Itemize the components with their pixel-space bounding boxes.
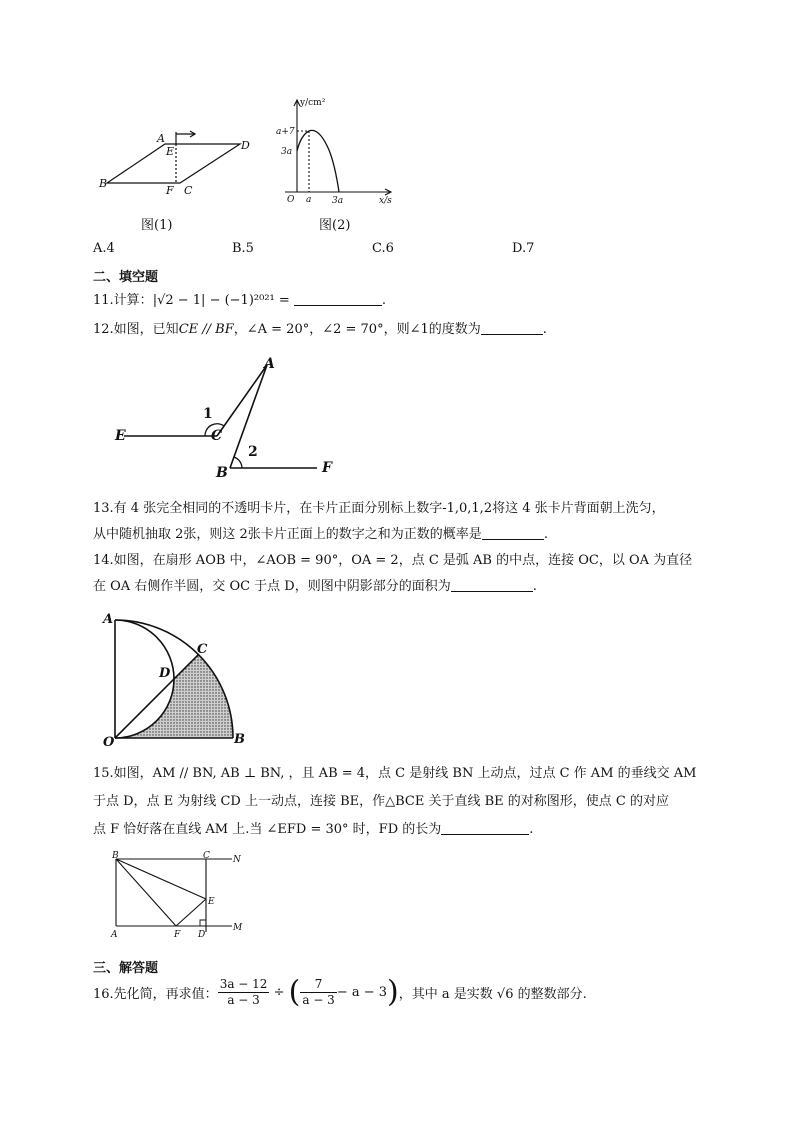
x-tick-a: a xyxy=(306,195,312,205)
section-3-heading: 三、解答题 xyxy=(93,961,159,976)
segment-ca xyxy=(217,365,267,436)
option-d[interactable]: D.7 xyxy=(512,241,535,256)
q11-expression: |√2 − 1| − (−1)²⁰²¹ = xyxy=(152,293,290,308)
segment-fe xyxy=(176,899,206,926)
q14-answer-blank[interactable] xyxy=(451,579,533,592)
figure-1-caption: 图(1) xyxy=(141,218,173,233)
y-axis-label: y/cm² xyxy=(300,98,326,108)
label-angle-1: 1 xyxy=(203,406,213,422)
label-f: F xyxy=(322,460,332,476)
y-tick-a7: a+7 xyxy=(276,127,295,137)
q15-answer-blank[interactable] xyxy=(441,822,529,835)
label-a: A xyxy=(111,930,118,940)
question-13-line-1: 13.有 4 张完全相同的不透明卡片，在卡片正面分别标上数字-1,0,1,2将这 4 张卡片背面朝上洗匀， xyxy=(93,501,665,516)
label-f: F xyxy=(174,930,181,940)
option-c[interactable]: C.6 xyxy=(372,241,394,256)
figure-1-parallelogram xyxy=(95,125,265,200)
label-d: D xyxy=(159,666,171,681)
question-14-line-1: 14.如图，在扇形 AOB 中，∠AOB = 90°，OA = 2，点 C 是弧 AB 的中点，连接 OC，以 OA 为直径 xyxy=(93,553,693,568)
label-b: B xyxy=(216,465,228,480)
figure-2-graph xyxy=(275,95,400,207)
q15-figure xyxy=(107,850,247,942)
label-e: E xyxy=(166,145,175,158)
q12-answer-blank[interactable] xyxy=(481,322,543,335)
label-c: C xyxy=(203,851,210,861)
q12-figure xyxy=(112,355,342,480)
q13-answer-blank[interactable] xyxy=(482,527,544,540)
label-e: E xyxy=(115,428,126,444)
x-axis-label: x/s xyxy=(379,196,392,206)
label-d: D xyxy=(241,139,250,152)
section-2-heading: 二、填空题 xyxy=(93,270,159,285)
x-tick-o: O xyxy=(287,195,295,205)
label-a: A xyxy=(157,132,165,145)
label-n: N xyxy=(233,855,241,865)
y-tick-3a: 3a xyxy=(281,147,293,157)
label-a: A xyxy=(103,612,114,627)
label-f: F xyxy=(166,184,174,197)
figure-2-caption: 图(2) xyxy=(319,218,351,233)
label-b: B xyxy=(99,177,108,190)
q14-figure xyxy=(98,608,248,748)
question-15-line-1: 15.如图，AM // BN, AB ⊥ BN, ，且 AB = 4，点 C 是射线 BN 上动点，过点 C 作 AM 的垂线交 AM xyxy=(93,766,697,781)
label-c: C xyxy=(197,642,208,657)
label-e: E xyxy=(208,897,215,907)
label-c: C xyxy=(211,428,223,444)
label-b: B xyxy=(112,851,119,861)
x-tick-3a: 3a xyxy=(332,196,344,206)
curve xyxy=(297,130,339,192)
question-16: 16.先化简，再求值： $\frac{3a - 12}{a - 3}$ ÷ ( $\frac{7}{a - 3}$ − a − 3)，其中 a 是实数 √6 的整数部分. xyxy=(93,974,587,1010)
question-12: 12.如图，已知CE // BF，∠A = 20°，∠2 = 70°，则∠1的度数为 . xyxy=(93,322,547,337)
question-15-line-3: 点 F 恰好落在直线 AM 上.当 ∠EFD = 30° 时，FD 的长为 . xyxy=(93,822,534,837)
right-angle-mark xyxy=(200,920,206,926)
segment-be xyxy=(116,859,206,899)
label-c: C xyxy=(184,184,193,197)
question-15-line-2: 于点 D，点 E 为射线 CD 上一动点，连接 BE，作△BCE 关于直线 BE 的对称图形，使点 C 的对应 xyxy=(93,794,669,809)
question-13-line-2: 从中随机抽取 2张，则这 2张卡片正面上的数字之和为正数的概率是 . xyxy=(93,527,548,542)
fraction-1: $\frac{3a - 12}{a - 3}$ xyxy=(219,977,268,1007)
label-angle-2: 2 xyxy=(248,444,258,460)
q11-answer-blank[interactable] xyxy=(294,293,382,306)
question-11: 11.计算：|√2 − 1| − (−1)²⁰²¹ = . xyxy=(93,293,387,308)
label-m: M xyxy=(233,923,243,933)
option-b[interactable]: B.5 xyxy=(232,241,254,256)
angle-2-arc xyxy=(234,457,242,468)
option-a[interactable]: A.4 xyxy=(93,241,115,256)
label-a: A xyxy=(264,356,275,372)
label-o: O xyxy=(103,735,115,748)
fraction-2: $\frac{7}{a - 3}$ xyxy=(302,977,335,1007)
question-14-line-2: 在 OA 右侧作半圆，交 OC 于点 D，则图中阴影部分的面积为 . xyxy=(93,579,537,594)
label-b: B xyxy=(234,732,245,747)
label-d: D xyxy=(198,930,206,940)
segment-bf xyxy=(116,859,176,926)
